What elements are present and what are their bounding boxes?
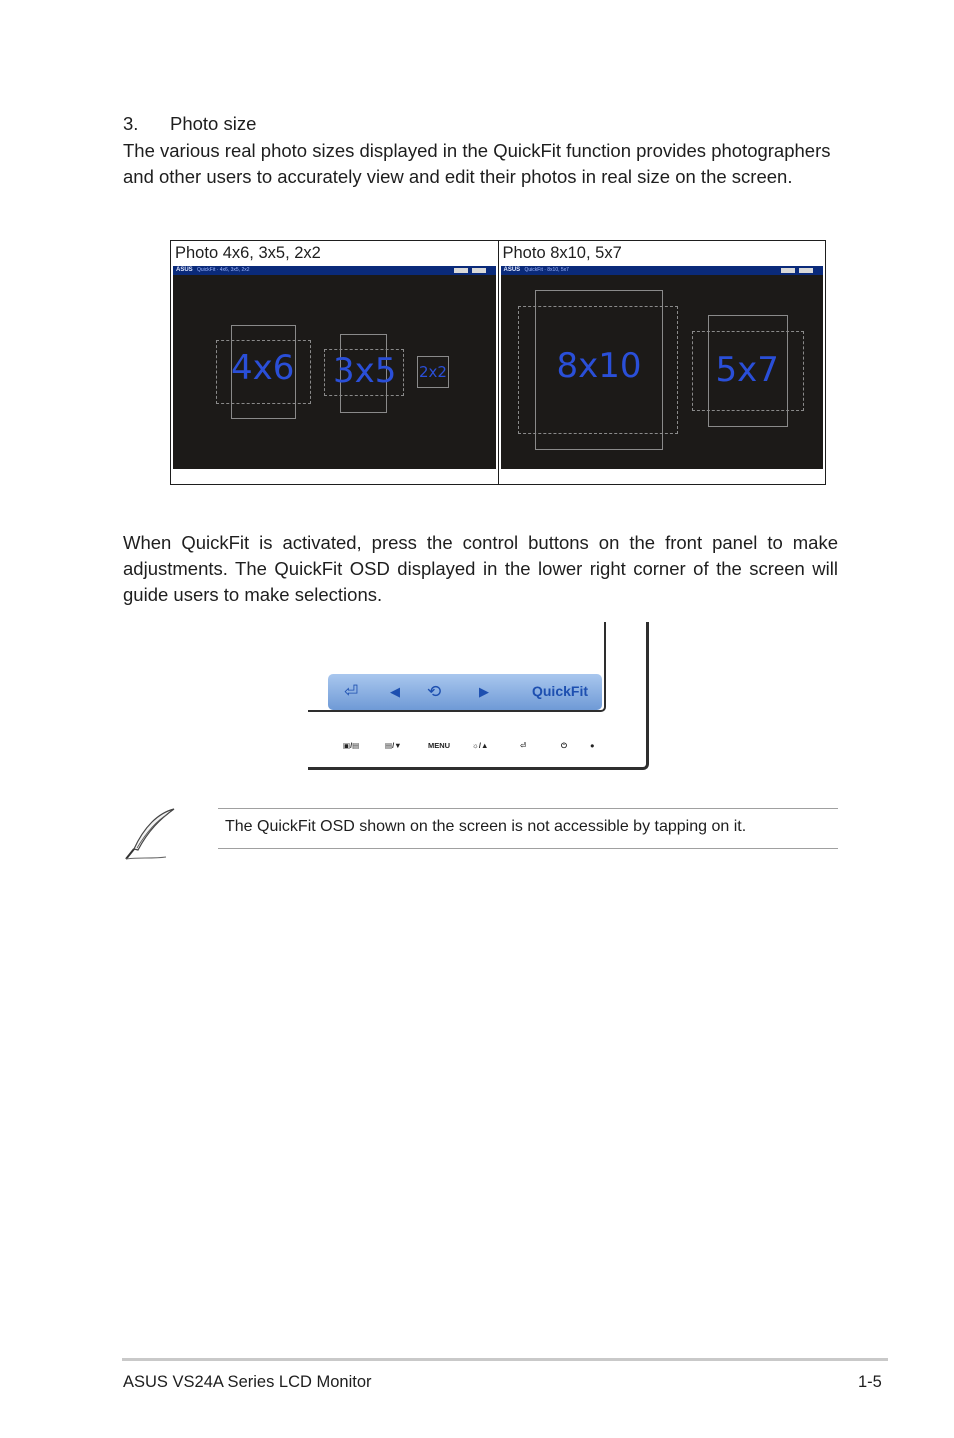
photo-cell-small (171, 241, 499, 485)
panel-button-up: ☼/▲ (472, 741, 489, 750)
note-text: The QuickFit OSD shown on the screen is not accessible by tapping on it. (225, 818, 747, 835)
screen-top-bar (501, 266, 824, 275)
screen-exit-button (799, 268, 813, 273)
label-3x5: 3x5 (333, 351, 397, 391)
osd-quickfit-label: QuickFit (531, 683, 588, 699)
photo-cell-caption: Photo 4x6, 3x5, 2x2 (175, 244, 321, 262)
screen-top-bar (173, 266, 496, 275)
note-bottom-rule (218, 848, 838, 849)
panel-button-power: ⏻ (561, 741, 567, 750)
quickfit-osd-diagram (308, 622, 650, 772)
screen-info-text: QuickFit · 8x10, 5x7 (524, 267, 569, 273)
panel-button-splendid: ▣/▤ (343, 741, 360, 750)
photo-size-table (170, 240, 826, 485)
quickfit-paragraph: When QuickFit is activated, press the control buttons on the front panel to make adjustments. The QuickFit OSD displayed in the lower right corner of the screen will guide users to make selections. (123, 532, 838, 605)
quickfit-osd-bar (328, 674, 602, 710)
quickfit-screen-large (501, 266, 824, 469)
screen-info-text: QuickFit · 4x6, 3x5, 2x2 (197, 267, 250, 273)
quickfit-screen-small (173, 266, 496, 469)
panel-button-menu: MENU (428, 741, 451, 750)
rotate-icon: ⟲ (427, 682, 442, 701)
label-2x2: 2x2 (419, 363, 447, 381)
screen-brand-logo: ASUS (176, 267, 193, 273)
panel-button-input: ⏎ (520, 741, 527, 750)
section-number: 3. (123, 113, 139, 134)
exit-icon: ⏎ (344, 682, 359, 701)
footer-rule (122, 1358, 888, 1361)
section-title: Photo size (170, 113, 257, 134)
screen-exit-button (472, 268, 486, 273)
note-top-rule (218, 808, 838, 809)
intro-paragraph: The various real photo sizes displayed in the QuickFit function provides photographers and other users to accurately view and edit their photos in real size on the screen. (123, 140, 831, 187)
screen-brand-logo: ASUS (503, 267, 521, 273)
label-5x7: 5x7 (715, 350, 779, 390)
label-4x6: 4x6 (231, 348, 295, 388)
quill-note-icon (122, 805, 180, 863)
screen-menu-button (454, 268, 468, 273)
page-number: 1-5 (858, 1373, 882, 1391)
panel-button-down: ▤/▼ (385, 741, 402, 750)
right-arrow-icon: ▶ (479, 684, 489, 699)
screen-menu-button (781, 268, 795, 273)
section-heading (123, 112, 256, 136)
panel-power-indicator: ● (590, 741, 595, 750)
photo-cell-caption: Photo 8x10, 5x7 (502, 244, 622, 262)
label-8x10: 8x10 (556, 346, 642, 386)
photo-cell-large (498, 241, 826, 485)
footer-title: ASUS VS24A Series LCD Monitor (123, 1373, 372, 1391)
left-arrow-icon: ◀ (390, 684, 400, 699)
